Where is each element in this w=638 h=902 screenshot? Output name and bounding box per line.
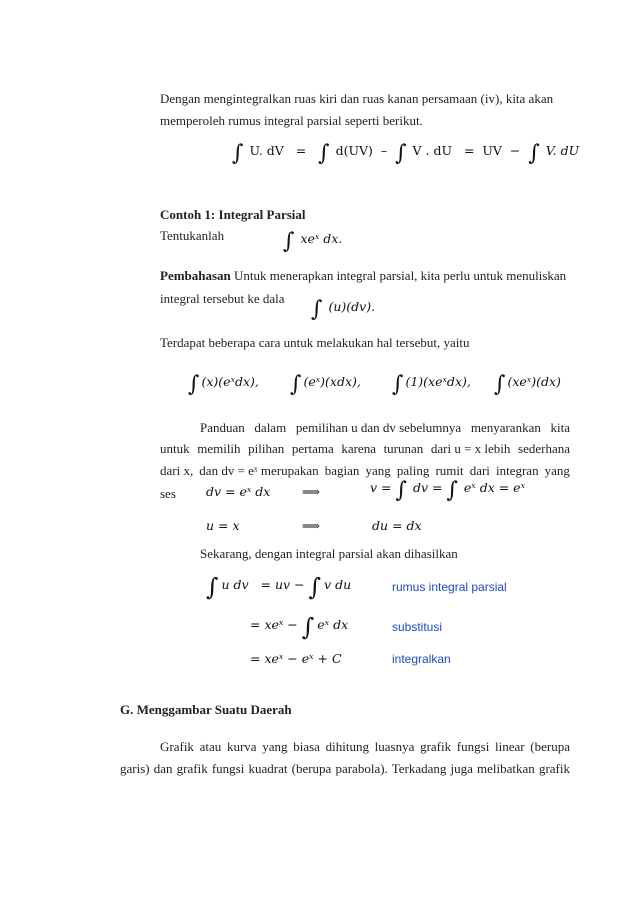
guide-row-4: ses [160, 486, 176, 501]
section-heading: G. Menggambar Suatu Daerah [120, 702, 292, 717]
option-2: ∫ (eˣ)(xdx), [290, 372, 361, 397]
integral-sign-icon: ∫ [395, 478, 407, 503]
example-prompt: Tentukanlah [160, 228, 225, 243]
step-1-note: rumus integral parsial [392, 580, 507, 594]
integral-sign-icon: ∫ [395, 141, 407, 166]
option-3: ∫ (1)(xeˣdx), [392, 372, 471, 397]
step-3-note: integralkan [392, 652, 451, 666]
option-1: ∫ (x)(eˣdx), [188, 372, 259, 397]
integral-sign-icon: ∫ [232, 141, 244, 166]
section-paragraph-line-1: Grafik atau kurva yang biasa dihitung luasnya grafik fungsi linear (berupa [160, 739, 570, 754]
integral-sign-icon: ∫ [494, 372, 506, 397]
parts-formula: ∫ U. dV = ∫ d(UV) – ∫ V . dU = UV − ∫ V. dU [232, 141, 580, 166]
integral-sign-icon: ∫ [528, 141, 540, 166]
solution-label: Pembahasan [160, 268, 231, 283]
integral-sign-icon: ∫ [446, 478, 458, 503]
step-1: ∫ u dv = uv − ∫ v du [206, 573, 352, 601]
step-3: = xeˣ − eˣ + C [250, 651, 342, 666]
guide-row-1: Panduan dalam pemilihan u dan dv sebelumnya menyarankan kita [200, 420, 570, 435]
solution-line-3: Terdapat beberapa cara untuk melakukan hal tersebut, yaitu [160, 335, 470, 350]
solution-form: ∫ (u)(dv). [311, 297, 376, 322]
sub-u: u = x [206, 518, 240, 533]
section-paragraph-line-2: garis) dan grafik fungsi kuadrat (berupa parabola). Terkadang juga melibatkan grafik [120, 761, 570, 776]
solution-line-1: Pembahasan Untuk menerapkan integral parsial, kita perlu untuk menuliskan [160, 268, 567, 283]
integral-sign-icon: ∫ [392, 372, 404, 397]
example-title: Contoh 1: Integral Parsial [160, 207, 306, 222]
step-2-note: substitusi [392, 620, 443, 634]
implies-icon: ⟹ [302, 484, 320, 499]
example-integral: ∫ xeˣ dx. [283, 229, 343, 254]
integral-sign-icon: ∫ [301, 613, 315, 641]
sub-dv: dv = eˣ dx [206, 484, 271, 499]
solution-line-2: integral tersebut ke dala [160, 291, 285, 306]
integral-sign-icon: ∫ [283, 229, 295, 254]
integral-sign-icon: ∫ [206, 573, 219, 601]
step-2: = xeˣ − ∫ eˣ dx [250, 613, 349, 641]
integral-sign-icon: ∫ [318, 141, 330, 166]
intro-line-2: memperoleh rumus integral parsial seperti berikut. [160, 113, 423, 128]
guide-row-2: untuk memilih pilihan pertama karena turunan dari u = x lebih sederhana [160, 441, 570, 456]
integral-sign-icon: ∫ [308, 573, 322, 601]
integral-sign-icon: ∫ [188, 372, 200, 397]
integral-sign-icon: ∫ [290, 372, 302, 397]
implies-icon: ⟹ [302, 518, 320, 533]
intro-line-1: Dengan mengintegralkan ruas kiri dan ruas kanan persamaan (iv), kita akan [160, 91, 554, 106]
option-4: ∫ (xeˣ)(dx) [494, 372, 561, 397]
guide-row-3: dari x, dan dv = eˣ merupakan bagian yang paling rumit dari integran yang [160, 463, 570, 478]
result-intro: Sekarang, dengan integral parsial akan dihasilkan [200, 546, 458, 561]
integral-sign-icon: ∫ [311, 297, 323, 322]
sub-v: v = ∫ dv = ∫ eˣ dx = eˣ [370, 478, 526, 503]
sub-du: du = dx [372, 518, 422, 533]
